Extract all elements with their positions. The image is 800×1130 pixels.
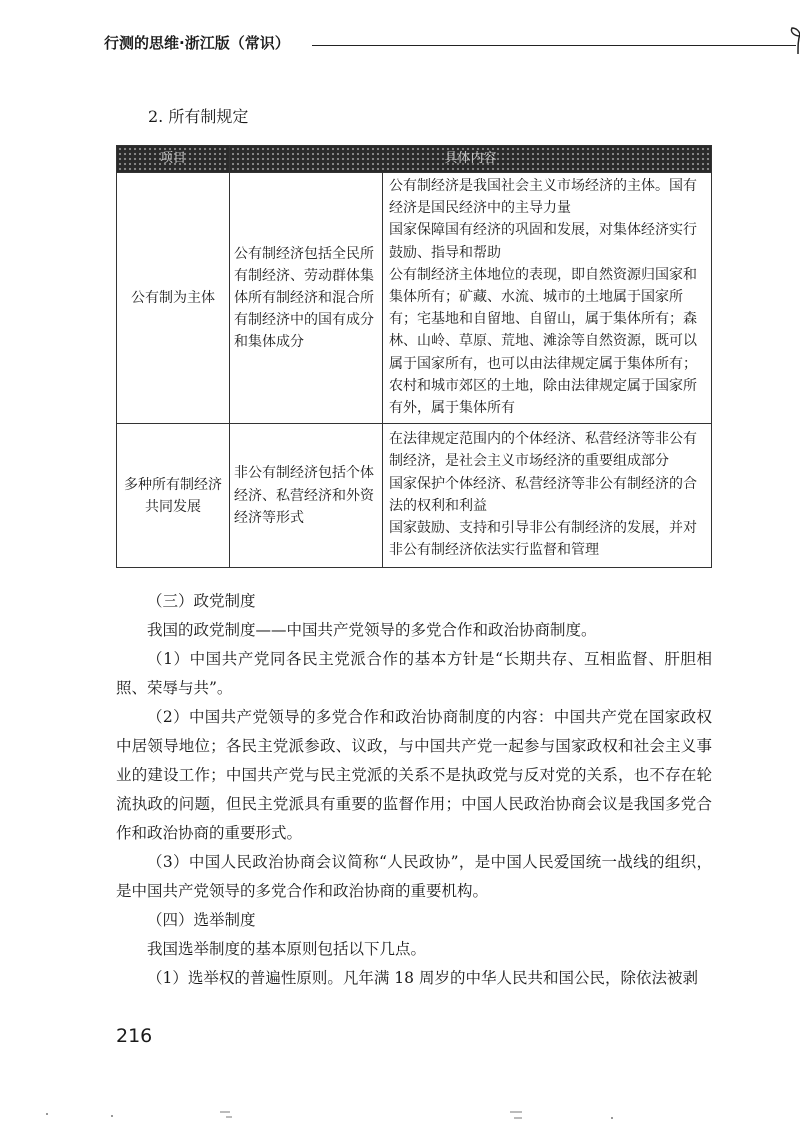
row-label: 公有制为主体	[117, 173, 230, 424]
row-label: 多种所有制经济共同发展	[117, 424, 230, 568]
content-line: 在法律规定范围内的个体经济、私营经济等非公有制经济，是社会主义市场经济的重要组成部分 国家保护个体经济、私营经济等非公有制经济的合法的权利和利益 国家鼓励、支持和引导非公有制经济的发展，并对非公有制经济依法实行监督和管理	[389, 431, 697, 559]
header-rule	[312, 45, 796, 46]
column-header: 项目	[117, 146, 230, 173]
paragraph: （1）选举权的普遍性原则。凡年满 18 周岁的中华人民共和国公民，除依法被剥	[147, 969, 698, 987]
running-header	[104, 32, 704, 58]
paragraph: 我国选举制度的基本原则包括以下几点。	[147, 940, 427, 958]
paragraph: （1）中国共产党同各民主党派合作的基本方针是“长期共存、互相监督、肝胆相照、荣辱与共”。	[116, 650, 712, 697]
paragraph: （2）中国共产党领导的多党合作和政治协商制度的内容：中国共产党在国家政权中居领导地位；各民主党派参政、议政，与中国共产党一起参与国家政权和社会主义事业的建设工作；中国共产党与民主党派的关系不是执政党与反对党的关系，也不存在轮流执政的问题，但民主党派具有重要的监督作用；中国人民政治协商会议是我国多党合作和政治协商的重要形式。	[116, 708, 712, 842]
subheading: （四）选举制度	[147, 911, 256, 929]
leaf-icon	[784, 26, 800, 56]
table-header-row	[117, 146, 712, 173]
body-text	[116, 587, 712, 993]
ownership-table	[116, 145, 712, 568]
content-line: 公有制经济是我国社会主义市场经济的主体。国有经济是国民经济中的主导力量 国家保障国有经济的巩固和发展，对集体经济实行鼓励、指导和帮助 公有制经济主体地位的表现，即自然资源归国家和集体所有；矿藏、水流、城市的土地属于国家所有；宅基地和自留地、自留山，属于集体所有；森林、山岭、草原、荒地、滩涂等自然资源，既可以属于国家所有，也可以由法律规定属于集体所有；农村和城市郊区的土地，除由法律规定属于国家所有外，属于集体所有	[389, 178, 697, 417]
page-number: 216	[116, 1025, 153, 1047]
column-header: 具体内容	[230, 146, 712, 173]
row-content	[383, 424, 712, 568]
book-title: 行测的思维·浙江版（常识）	[104, 34, 290, 52]
row-scope: 非公有制经济包括个体经济、私营经济和外资经济等形式	[230, 424, 383, 568]
paragraph: （3）中国人民政治协商会议简称“人民政协”，是中国人民爱国统一战线的组织，是中国共产党领导的多党合作和政治协商的重要机构。	[116, 853, 712, 900]
row-scope: 公有制经济包括全民所有制经济、劳动群体集体所有制经济和混合所有制经济中的国有成分和集体成分	[230, 173, 383, 424]
paragraph: 我国的政党制度——中国共产党领导的多党合作和政治协商制度。	[147, 621, 597, 639]
table-row	[117, 424, 712, 568]
scan-noise	[0, 1098, 800, 1128]
section-title: 2. 所有制规定	[148, 107, 249, 126]
table-row	[117, 173, 712, 424]
row-content	[383, 173, 712, 424]
subheading: （三）政党制度	[147, 592, 256, 610]
